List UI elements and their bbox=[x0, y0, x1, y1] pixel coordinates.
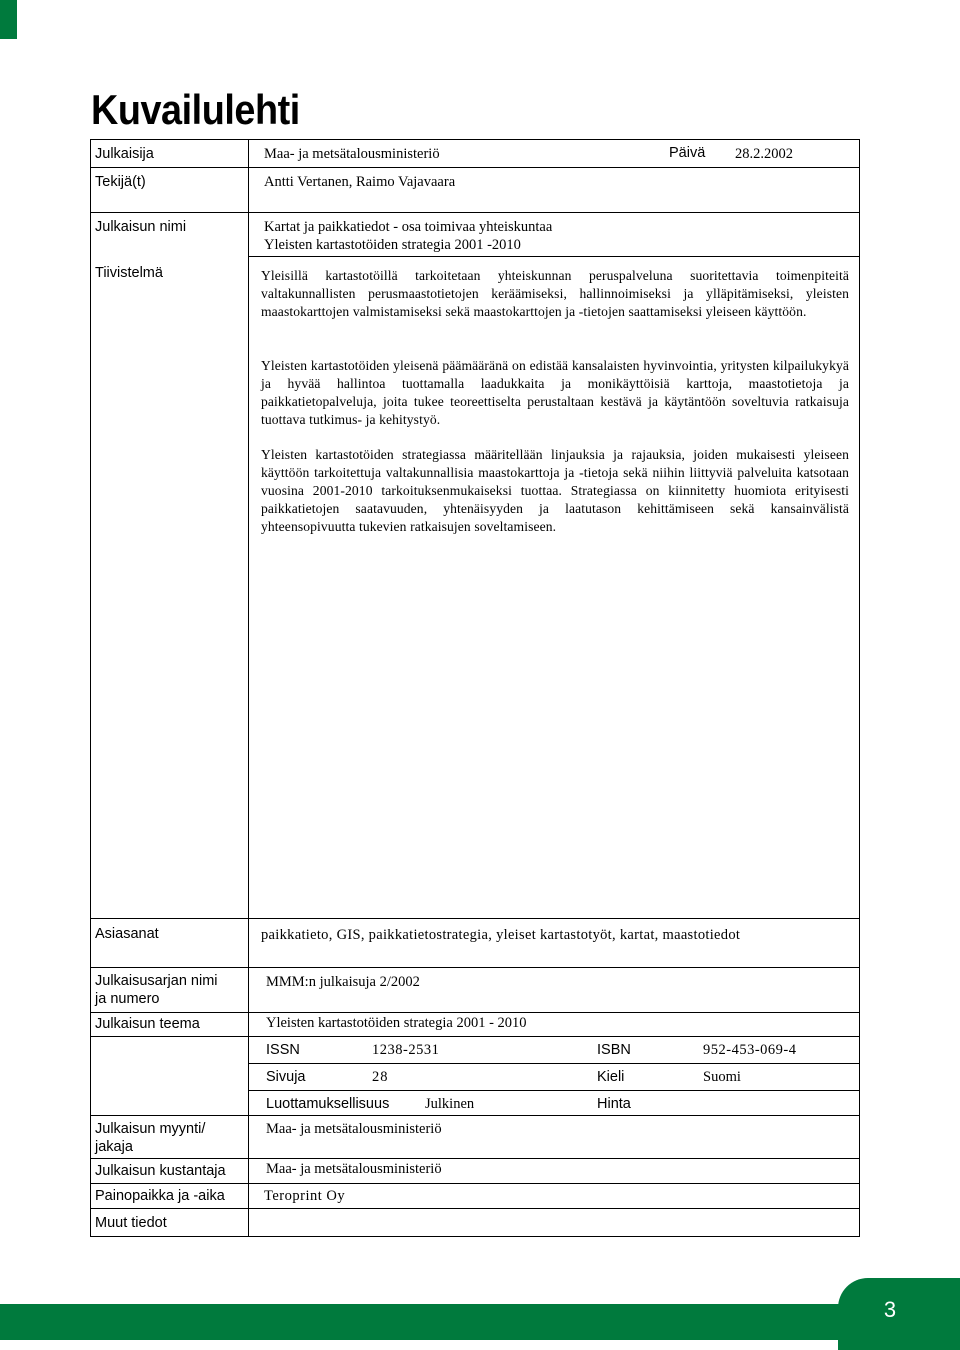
abstract-paragraph: Yleisten kartastotöiden strategiassa määritellään linjauksia ja rajauksia, joiden mukaisesti yleiseen käyttöön tarkoitettuja valtakunnallisia maastokarttoja ja -tietoja sekä niihin liittyviä palveluita katsotaan vuosina 2001-2010 tarkoituksenmukaiseksi tuottaa. Strategiassa on kiinnitetty huomiota erityisesti paikkatietojen saatavuuden, yhtenäisyyden ja laatutason kehittämiseen sekä kansainvälistä yhteensopivuutta tukevien ratkaisujen soveltamiseen. bbox=[261, 447, 849, 534]
confidentiality-label: Luottamuksellisuus bbox=[266, 1096, 390, 1112]
date-value: 28.2.2002 bbox=[735, 146, 793, 162]
series-value: MMM:n julkaisuja 2/2002 bbox=[266, 974, 420, 990]
keywords-label: Asiasanat bbox=[95, 926, 159, 942]
date-label: Päivä bbox=[669, 145, 706, 161]
row-divider bbox=[91, 1115, 859, 1116]
language-label: Kieli bbox=[597, 1069, 625, 1085]
price-label: Hinta bbox=[597, 1096, 631, 1112]
issn-label: ISSN bbox=[266, 1042, 300, 1058]
pages-label: Sivuja bbox=[266, 1069, 306, 1085]
row-divider bbox=[91, 1208, 859, 1209]
isbn-label: ISBN bbox=[597, 1042, 631, 1058]
language-value: Suomi bbox=[703, 1069, 741, 1085]
abstract-label: Tiivistelmä bbox=[95, 265, 163, 281]
abstract-paragraph: Yleisten kartastotöiden yleisenä päämääränä on edistää kansalaisten hyvinvointia, yritysten kilpailukykyä ja hyvää hallintoa tuottamalla laadukkaita ja monikäyttöisiä karttoja, maastotietoja ja paikkatietopalveluja, joita tukee teoreettiselta perustaltaan kestävä ja käytäntöön soveltuvia ratkaisuja tuottava tutkimus- ja kehitystyö. bbox=[261, 358, 849, 427]
series-label: Julkaisusarjan nimi bbox=[95, 973, 218, 989]
row-divider bbox=[249, 1063, 859, 1064]
row-divider bbox=[91, 1158, 859, 1159]
pub-name-line2: Yleisten kartastotöiden strategia 2001 -2010 bbox=[264, 237, 521, 253]
column-divider bbox=[248, 140, 249, 1236]
row-divider bbox=[91, 1036, 859, 1037]
footer-bar bbox=[0, 1304, 960, 1340]
printer-label: Painopaikka ja -aika bbox=[95, 1188, 225, 1204]
row-divider bbox=[91, 967, 859, 968]
keywords-value: paikkatieto, GIS, paikkatietostrategia, yleiset kartastotyöt, kartat, maastotiedot bbox=[261, 927, 741, 943]
pub-name-line1: Kartat ja paikkatiedot - osa toimivaa yhteiskuntaa bbox=[264, 219, 553, 235]
row-divider bbox=[249, 256, 859, 257]
pub-name-label: Julkaisun nimi bbox=[95, 219, 187, 235]
row-divider bbox=[91, 212, 859, 213]
sales-label-2: jakaja bbox=[95, 1139, 133, 1155]
row-divider bbox=[91, 167, 859, 168]
sales-value: Maa- ja metsätalousministeriö bbox=[266, 1121, 442, 1137]
page-title: Kuvailulehti bbox=[91, 86, 300, 133]
authors-value: Antti Vertanen, Raimo Vajavaara bbox=[264, 174, 456, 190]
pages-value: 28 bbox=[372, 1069, 389, 1085]
row-divider bbox=[249, 1090, 859, 1091]
series-label-2: ja numero bbox=[95, 991, 160, 1007]
theme-value: Yleisten kartastotöiden strategia 2001 - 2010 bbox=[266, 1015, 527, 1031]
sales-label: Julkaisun myynti/ bbox=[95, 1121, 206, 1137]
row-divider bbox=[91, 918, 859, 919]
row-divider bbox=[91, 1012, 859, 1013]
issn-value: 1238-2531 bbox=[372, 1042, 440, 1058]
row-divider bbox=[91, 1183, 859, 1184]
abstract-paragraph: Yleisillä kartastotöillä tarkoitetaan yhteiskunnan peruspalveluna suoritettavia toimenpiteitä valtakunnallisten perusmaastotietojen keräämiseksi, hallinnoimiseksi ja ylläpitämiseksi, yleisten maastokarttojen valmistamiseksi sekä maastokarttojen ja -tietojen saattamiseksi yleiseen käyttöön. bbox=[261, 268, 849, 319]
isbn-value: 952-453-069-4 bbox=[703, 1042, 797, 1058]
publisher-label: Julkaisija bbox=[95, 146, 154, 162]
theme-label: Julkaisun teema bbox=[95, 1016, 200, 1032]
other-label: Muut tiedot bbox=[95, 1215, 167, 1231]
funder-value: Maa- ja metsätalousministeriö bbox=[266, 1161, 442, 1177]
funder-label: Julkaisun kustantaja bbox=[95, 1163, 226, 1179]
corner-accent bbox=[0, 0, 17, 39]
publisher-value: Maa- ja metsätalousministeriö bbox=[264, 146, 440, 162]
printer-value: Teroprint Oy bbox=[264, 1188, 346, 1204]
confidentiality-value: Julkinen bbox=[425, 1096, 475, 1112]
page-number: 3 bbox=[883, 1297, 897, 1322]
authors-label: Tekijä(t) bbox=[95, 174, 146, 190]
